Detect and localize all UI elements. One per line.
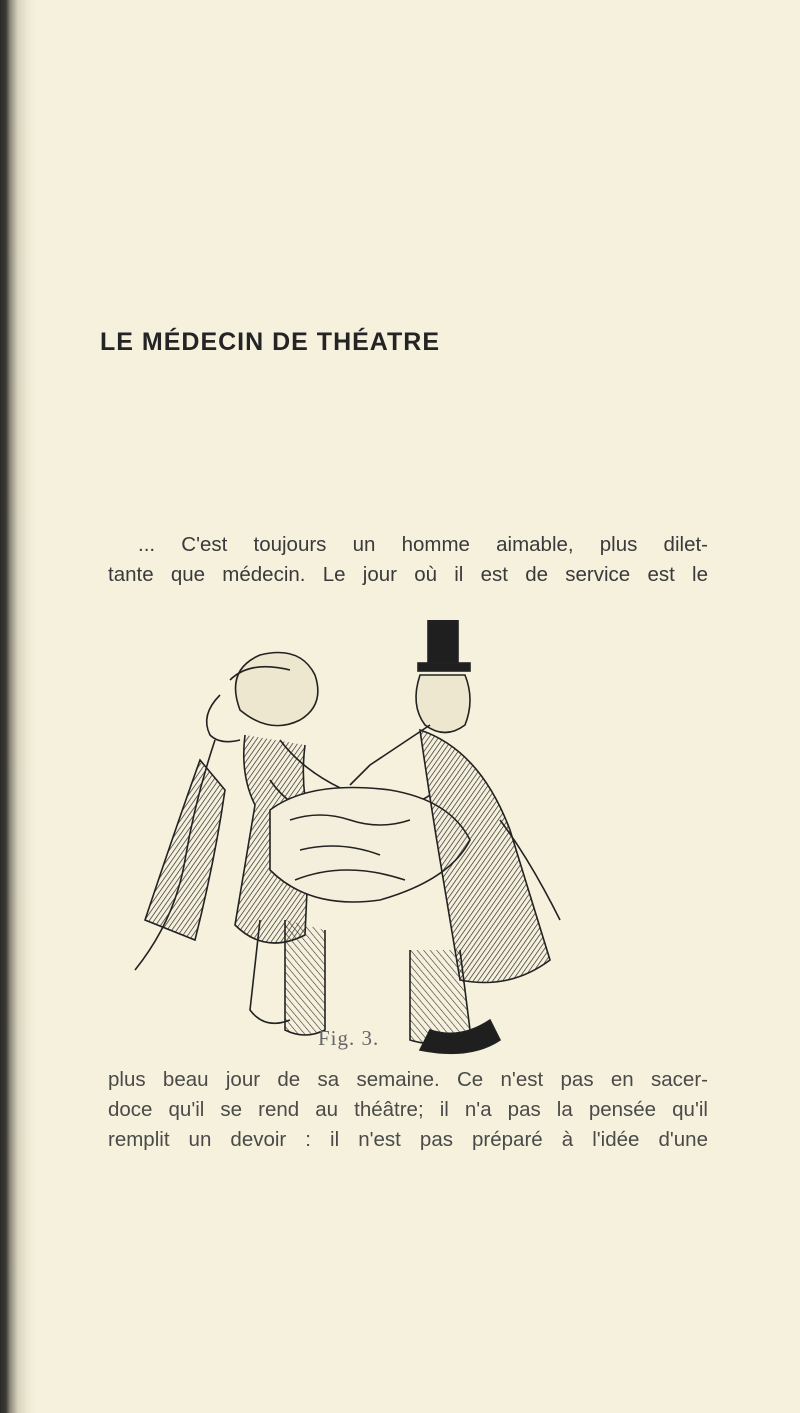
- figure-caption: Fig. 3.: [318, 1026, 380, 1050]
- doctor-and-dancer-illustration: [120, 620, 570, 1060]
- text-line: tante que médecin. Le jour où il est de service est le: [108, 563, 708, 586]
- text-line: doce qu'il se rend au théâtre; il n'a pas la pensée qu'il: [108, 1098, 708, 1121]
- text-line: ... C'est toujours un homme aimable, plus dilet-: [138, 533, 708, 556]
- bottom-paragraph: [108, 1065, 708, 1155]
- text-line: plus beau jour de sa semaine. Ce n'est pas en sacer-: [108, 1068, 708, 1091]
- top-paragraph: [108, 530, 708, 590]
- running-head: LE MÉDECIN DE THÉATRE: [100, 328, 440, 356]
- page-gutter-shadow: [0, 0, 36, 1413]
- illustration-figure: [120, 620, 570, 1060]
- text-line: remplit un devoir : il n'est pas préparé à l'idée d'une: [108, 1128, 708, 1151]
